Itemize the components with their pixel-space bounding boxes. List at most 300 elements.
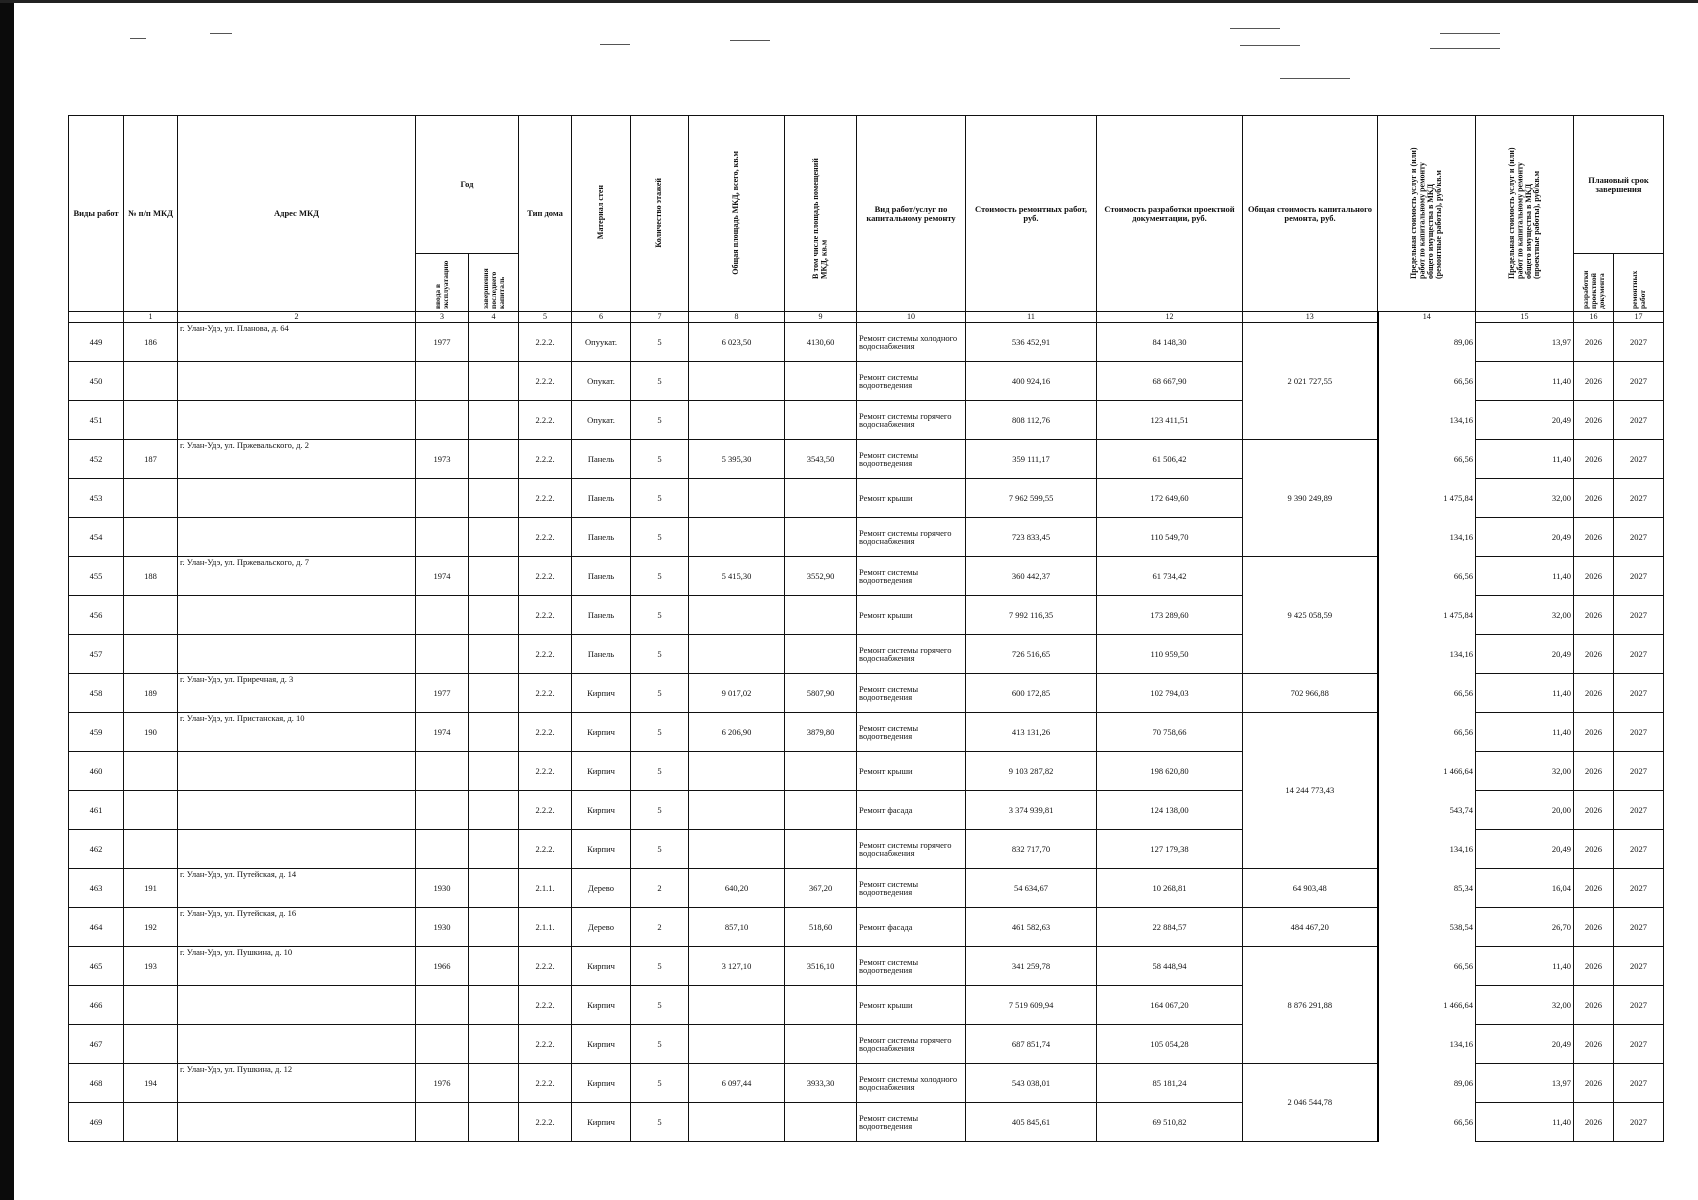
total-area-cell: 857,10 [689, 908, 785, 947]
table-row [69, 713, 1664, 752]
term-design-cell: 2026 [1574, 596, 1614, 635]
design-cost-cell: 173 289,60 [1097, 596, 1243, 635]
premises-area-cell: 3543,50 [785, 440, 857, 479]
design-cost-cell: 68 667,90 [1097, 362, 1243, 401]
table-row [69, 947, 1664, 986]
col-num: 5 [519, 312, 572, 323]
commission-year-cell [416, 596, 469, 635]
row-number-cell: 453 [69, 479, 124, 518]
design-cost-cell: 84 148,30 [1097, 323, 1243, 362]
mkd-number-cell: 193 [124, 947, 178, 986]
address-cell [178, 596, 416, 635]
limit-cost-repair-cell: 538,54 [1378, 908, 1476, 947]
limit-cost-design-cell: 32,00 [1476, 596, 1574, 635]
col-header-work-kind: Вид работ/услуг по капитальному ремонту [857, 116, 966, 312]
limit-cost-repair-cell: 66,56 [1378, 1103, 1476, 1142]
address-cell: г. Улан-Удэ, ул. Путейская, д. 14 [178, 869, 416, 908]
design-cost-cell: 127 179,38 [1097, 830, 1243, 869]
floors-cell: 2 [631, 908, 689, 947]
last-repair-year-cell [469, 908, 519, 947]
address-cell [178, 1103, 416, 1142]
design-cost-cell: 102 794,03 [1097, 674, 1243, 713]
design-cost-cell: 70 758,66 [1097, 713, 1243, 752]
total-area-cell [689, 791, 785, 830]
term-design-cell: 2026 [1574, 674, 1614, 713]
wall-material-cell: Опукат. [572, 362, 631, 401]
limit-cost-design-cell: 20,00 [1476, 791, 1574, 830]
design-cost-cell: 124 138,00 [1097, 791, 1243, 830]
design-cost-cell: 69 510,82 [1097, 1103, 1243, 1142]
house-type-cell: 2.2.2. [519, 791, 572, 830]
row-number-cell: 460 [69, 752, 124, 791]
limit-cost-design-cell: 11,40 [1476, 362, 1574, 401]
commission-year-cell: 1976 [416, 1064, 469, 1103]
house-type-cell: 2.2.2. [519, 1103, 572, 1142]
premises-area-cell: 3933,30 [785, 1064, 857, 1103]
total-area-cell [689, 479, 785, 518]
design-cost-cell: 105 054,28 [1097, 1025, 1243, 1064]
house-type-cell: 2.2.2. [519, 947, 572, 986]
total-area-cell [689, 1025, 785, 1064]
limit-cost-repair-cell: 66,56 [1378, 674, 1476, 713]
work-kind-cell: Ремонт системы водоотведения [857, 869, 966, 908]
design-cost-cell: 164 067,20 [1097, 986, 1243, 1025]
last-repair-year-cell [469, 830, 519, 869]
limit-cost-design-cell: 13,97 [1476, 1064, 1574, 1103]
premises-area-cell: 367,20 [785, 869, 857, 908]
address-cell [178, 479, 416, 518]
total-cost-cell: 9 425 058,59 [1243, 557, 1378, 674]
address-cell: г. Улан-Удэ, ул. Пушкина, д. 12 [178, 1064, 416, 1103]
limit-cost-repair-cell: 1 466,64 [1378, 752, 1476, 791]
term-design-cell: 2026 [1574, 323, 1614, 362]
column-number-row [69, 312, 1664, 323]
commission-year-cell [416, 518, 469, 557]
table-row [69, 479, 1664, 518]
commission-year-cell: 1977 [416, 674, 469, 713]
mkd-number-cell: 190 [124, 713, 178, 752]
col-num: 7 [631, 312, 689, 323]
work-kind-cell: Ремонт фасада [857, 908, 966, 947]
premises-area-cell [785, 1025, 857, 1064]
commission-year-cell [416, 401, 469, 440]
row-number-cell: 463 [69, 869, 124, 908]
commission-year-cell: 1977 [416, 323, 469, 362]
limit-cost-design-cell: 20,49 [1476, 635, 1574, 674]
table-row [69, 596, 1664, 635]
commission-year-cell [416, 1025, 469, 1064]
commission-year-cell: 1973 [416, 440, 469, 479]
limit-cost-design-cell: 32,00 [1476, 752, 1574, 791]
last-repair-year-cell [469, 1103, 519, 1142]
floors-cell: 5 [631, 830, 689, 869]
last-repair-year-cell [469, 557, 519, 596]
floors-cell: 5 [631, 674, 689, 713]
repair-cost-cell: 7 962 599,55 [966, 479, 1097, 518]
floors-cell: 5 [631, 986, 689, 1025]
col-header-work-type: Виды работ [69, 116, 124, 312]
limit-cost-repair-cell: 543,74 [1378, 791, 1476, 830]
floors-cell: 5 [631, 323, 689, 362]
total-area-cell [689, 401, 785, 440]
term-works-cell: 2027 [1614, 1064, 1664, 1103]
total-area-cell [689, 518, 785, 557]
col-num: 13 [1243, 312, 1378, 323]
table-row [69, 323, 1664, 362]
premises-area-cell: 3516,10 [785, 947, 857, 986]
commission-year-cell [416, 830, 469, 869]
wall-material-cell: Кирпич [572, 830, 631, 869]
scan-noise [730, 40, 770, 41]
limit-cost-repair-cell: 85,34 [1378, 869, 1476, 908]
col-header-repair-cost: Стоимость ремонтных работ, руб. [966, 116, 1097, 312]
total-area-cell: 6 097,44 [689, 1064, 785, 1103]
address-cell: г. Улан-Удэ, ул. Пристанская, д. 10 [178, 713, 416, 752]
design-cost-cell: 58 448,94 [1097, 947, 1243, 986]
wall-material-cell: Кирпич [572, 713, 631, 752]
design-cost-cell: 110 549,70 [1097, 518, 1243, 557]
col-num: 1 [124, 312, 178, 323]
scan-noise [1230, 28, 1280, 29]
row-number-cell: 462 [69, 830, 124, 869]
limit-cost-design-cell: 32,00 [1476, 986, 1574, 1025]
work-kind-cell: Ремонт фасада [857, 791, 966, 830]
total-area-cell: 9 017,02 [689, 674, 785, 713]
address-cell [178, 830, 416, 869]
total-cost-cell: 2 046 544,78 [1243, 1064, 1378, 1142]
col-num: 11 [966, 312, 1097, 323]
house-type-cell: 2.1.1. [519, 869, 572, 908]
subheader-design-docs: разработки проектной документа [1574, 254, 1614, 312]
work-kind-cell: Ремонт системы холодного водоснабжения [857, 323, 966, 362]
wall-material-cell: Кирпич [572, 1064, 631, 1103]
wall-material-cell: Кирпич [572, 752, 631, 791]
repair-cost-cell: 832 717,70 [966, 830, 1097, 869]
term-works-cell: 2027 [1614, 947, 1664, 986]
limit-cost-design-cell: 11,40 [1476, 713, 1574, 752]
term-works-cell: 2027 [1614, 830, 1664, 869]
term-design-cell: 2026 [1574, 362, 1614, 401]
repair-cost-cell: 359 111,17 [966, 440, 1097, 479]
design-cost-cell: 61 734,42 [1097, 557, 1243, 596]
repair-cost-cell: 600 172,85 [966, 674, 1097, 713]
repair-cost-cell: 341 259,78 [966, 947, 1097, 986]
repair-cost-cell: 405 845,61 [966, 1103, 1097, 1142]
limit-cost-repair-cell: 134,16 [1378, 518, 1476, 557]
subheader-last-repair: завершения последнего капиталь [469, 254, 519, 312]
commission-year-cell: 1974 [416, 713, 469, 752]
term-design-cell: 2026 [1574, 752, 1614, 791]
term-works-cell: 2027 [1614, 752, 1664, 791]
limit-cost-repair-cell: 1 475,84 [1378, 596, 1476, 635]
col-num: 17 [1614, 312, 1664, 323]
total-area-cell: 640,20 [689, 869, 785, 908]
floors-cell: 5 [631, 713, 689, 752]
term-works-cell: 2027 [1614, 986, 1664, 1025]
repair-cost-cell: 726 516,65 [966, 635, 1097, 674]
limit-cost-design-cell: 11,40 [1476, 674, 1574, 713]
work-kind-cell: Ремонт системы горячего водоснабжения [857, 830, 966, 869]
address-cell: г. Улан-Удэ, ул. Пржевальского, д. 2 [178, 440, 416, 479]
work-kind-cell: Ремонт системы водоотведения [857, 440, 966, 479]
total-area-cell [689, 635, 785, 674]
repair-cost-cell: 3 374 939,81 [966, 791, 1097, 830]
total-cost-cell: 8 876 291,88 [1243, 947, 1378, 1064]
repair-cost-cell: 723 833,45 [966, 518, 1097, 557]
commission-year-cell [416, 362, 469, 401]
limit-cost-design-cell: 32,00 [1476, 479, 1574, 518]
wall-material-cell: Опуукат. [572, 323, 631, 362]
subheader-commissioning: ввода в эксплуатацию [416, 254, 469, 312]
commission-year-cell: 1974 [416, 557, 469, 596]
repair-cost-cell: 54 634,67 [966, 869, 1097, 908]
mkd-number-cell [124, 479, 178, 518]
last-repair-year-cell [469, 986, 519, 1025]
term-works-cell: 2027 [1614, 791, 1664, 830]
scan-noise [1240, 45, 1300, 46]
total-area-cell: 6 206,90 [689, 713, 785, 752]
mkd-number-cell [124, 830, 178, 869]
total-area-cell: 5 415,30 [689, 557, 785, 596]
wall-material-cell: Панель [572, 440, 631, 479]
term-design-cell: 2026 [1574, 557, 1614, 596]
last-repair-year-cell [469, 1025, 519, 1064]
total-cost-cell: 702 966,88 [1243, 674, 1378, 713]
table-body [69, 323, 1664, 1142]
premises-area-cell: 5807,90 [785, 674, 857, 713]
table-row [69, 752, 1664, 791]
col-header-premises-area: В том числе площадь помещений МКД, кв.м [785, 116, 857, 312]
floors-cell: 2 [631, 869, 689, 908]
repair-cost-cell: 461 582,63 [966, 908, 1097, 947]
row-number-cell: 459 [69, 713, 124, 752]
floors-cell: 5 [631, 401, 689, 440]
limit-cost-design-cell: 16,04 [1476, 869, 1574, 908]
house-type-cell: 2.2.2. [519, 557, 572, 596]
floors-cell: 5 [631, 791, 689, 830]
term-works-cell: 2027 [1614, 557, 1664, 596]
wall-material-cell: Панель [572, 518, 631, 557]
mkd-number-cell [124, 362, 178, 401]
limit-cost-design-cell: 26,70 [1476, 908, 1574, 947]
mkd-number-cell: 187 [124, 440, 178, 479]
total-cost-cell: 2 021 727,55 [1243, 323, 1378, 440]
house-type-cell: 2.2.2. [519, 1025, 572, 1064]
premises-area-cell [785, 479, 857, 518]
col-header-mkd-number: № п/п МКД [124, 116, 178, 312]
wall-material-cell: Кирпич [572, 1103, 631, 1142]
work-kind-cell: Ремонт системы водоотведения [857, 1103, 966, 1142]
limit-cost-repair-cell: 66,56 [1378, 440, 1476, 479]
mkd-number-cell: 192 [124, 908, 178, 947]
limit-cost-repair-cell: 134,16 [1378, 401, 1476, 440]
work-kind-cell: Ремонт системы горячего водоснабжения [857, 1025, 966, 1064]
scan-noise [1280, 78, 1350, 79]
repair-cost-cell: 9 103 287,82 [966, 752, 1097, 791]
commission-year-cell [416, 986, 469, 1025]
mkd-number-cell [124, 401, 178, 440]
premises-area-cell [785, 362, 857, 401]
row-number-cell: 465 [69, 947, 124, 986]
scan-noise [210, 33, 232, 34]
total-area-cell [689, 596, 785, 635]
last-repair-year-cell [469, 323, 519, 362]
premises-area-cell [785, 401, 857, 440]
design-cost-cell: 110 959,50 [1097, 635, 1243, 674]
limit-cost-repair-cell: 134,16 [1378, 1025, 1476, 1064]
design-cost-cell: 10 268,81 [1097, 869, 1243, 908]
premises-area-cell [785, 596, 857, 635]
col-header-total-area: Общая площадь МКД, всего, кв.м [689, 116, 785, 312]
col-header-design-cost: Стоимость разработки проектной документации, руб. [1097, 116, 1243, 312]
house-type-cell: 2.2.2. [519, 674, 572, 713]
floors-cell: 5 [631, 1064, 689, 1103]
col-header-year: Год [416, 116, 519, 254]
row-number-cell: 466 [69, 986, 124, 1025]
term-works-cell: 2027 [1614, 440, 1664, 479]
premises-area-cell [785, 830, 857, 869]
term-design-cell: 2026 [1574, 830, 1614, 869]
floors-cell: 5 [631, 1103, 689, 1142]
work-kind-cell: Ремонт системы водоотведения [857, 947, 966, 986]
premises-area-cell [785, 1103, 857, 1142]
table-row [69, 635, 1664, 674]
last-repair-year-cell [469, 869, 519, 908]
term-design-cell: 2026 [1574, 908, 1614, 947]
premises-area-cell: 518,60 [785, 908, 857, 947]
address-cell: г. Улан-Удэ, ул. Планова, д. 64 [178, 323, 416, 362]
wall-material-cell: Панель [572, 557, 631, 596]
col-header-limit-cost-15: Предельная стоимость услуг и (или) работ по капитальному ремонту общего имущества в МКД (проектные работы), руб/кв.м [1476, 116, 1574, 312]
floors-cell: 5 [631, 1025, 689, 1064]
wall-material-cell: Панель [572, 596, 631, 635]
table-row [69, 1025, 1664, 1064]
limit-cost-repair-cell: 1 466,64 [1378, 986, 1476, 1025]
commission-year-cell: 1966 [416, 947, 469, 986]
term-works-cell: 2027 [1614, 596, 1664, 635]
repair-cost-cell: 400 924,16 [966, 362, 1097, 401]
limit-cost-design-cell: 20,49 [1476, 518, 1574, 557]
commission-year-cell: 1930 [416, 908, 469, 947]
last-repair-year-cell [469, 752, 519, 791]
floors-cell: 5 [631, 362, 689, 401]
col-header-total-cost: Общая стоимость капитального ремонта, руб. [1243, 116, 1378, 312]
row-number-cell: 451 [69, 401, 124, 440]
term-works-cell: 2027 [1614, 1025, 1664, 1064]
col-num: 14 [1378, 312, 1476, 323]
last-repair-year-cell [469, 713, 519, 752]
floors-cell: 5 [631, 479, 689, 518]
floors-cell: 5 [631, 518, 689, 557]
design-cost-cell: 85 181,24 [1097, 1064, 1243, 1103]
total-area-cell: 6 023,50 [689, 323, 785, 362]
total-cost-cell: 9 390 249,89 [1243, 440, 1378, 557]
col-num: 4 [469, 312, 519, 323]
table-row [69, 401, 1664, 440]
total-area-cell [689, 752, 785, 791]
design-cost-cell: 22 884,57 [1097, 908, 1243, 947]
work-kind-cell: Ремонт системы холодного водоснабжения [857, 1064, 966, 1103]
design-cost-cell: 198 620,80 [1097, 752, 1243, 791]
limit-cost-design-cell: 13,97 [1476, 323, 1574, 362]
last-repair-year-cell [469, 440, 519, 479]
address-cell: г. Улан-Удэ, ул. Пржевальского, д. 7 [178, 557, 416, 596]
limit-cost-repair-cell: 134,16 [1378, 635, 1476, 674]
table-row [69, 1103, 1664, 1142]
last-repair-year-cell [469, 791, 519, 830]
term-design-cell: 2026 [1574, 947, 1614, 986]
work-kind-cell: Ремонт системы водоотведения [857, 674, 966, 713]
term-design-cell: 2026 [1574, 869, 1614, 908]
table-row [69, 362, 1664, 401]
repair-cost-cell: 543 038,01 [966, 1064, 1097, 1103]
scan-shadow-edge [0, 0, 14, 1200]
col-num: 10 [857, 312, 966, 323]
wall-material-cell: Панель [572, 479, 631, 518]
col-header-house-type: Тип дома [519, 116, 572, 312]
limit-cost-repair-cell: 66,56 [1378, 362, 1476, 401]
house-type-cell: 2.2.2. [519, 830, 572, 869]
wall-material-cell: Кирпич [572, 986, 631, 1025]
table-row [69, 674, 1664, 713]
term-design-cell: 2026 [1574, 986, 1614, 1025]
premises-area-cell: 4130,60 [785, 323, 857, 362]
commission-year-cell [416, 635, 469, 674]
address-cell [178, 1025, 416, 1064]
scan-noise [1430, 48, 1500, 49]
commission-year-cell [416, 752, 469, 791]
floors-cell: 5 [631, 557, 689, 596]
limit-cost-repair-cell: 89,06 [1378, 323, 1476, 362]
col-num: 2 [178, 312, 416, 323]
total-cost-cell: 14 244 773,43 [1243, 713, 1378, 869]
house-type-cell: 2.2.2. [519, 713, 572, 752]
term-works-cell: 2027 [1614, 1103, 1664, 1142]
table-row [69, 830, 1664, 869]
repair-cost-cell: 360 442,37 [966, 557, 1097, 596]
row-number-cell: 467 [69, 1025, 124, 1064]
address-cell [178, 362, 416, 401]
design-cost-cell: 172 649,60 [1097, 479, 1243, 518]
house-type-cell: 2.2.2. [519, 518, 572, 557]
row-number-cell: 464 [69, 908, 124, 947]
last-repair-year-cell [469, 635, 519, 674]
limit-cost-design-cell: 20,49 [1476, 401, 1574, 440]
commission-year-cell [416, 1103, 469, 1142]
mkd-number-cell: 191 [124, 869, 178, 908]
col-num [69, 312, 124, 323]
term-works-cell: 2027 [1614, 401, 1664, 440]
limit-cost-design-cell: 11,40 [1476, 557, 1574, 596]
address-cell: г. Улан-Удэ, ул. Пушкина, д. 10 [178, 947, 416, 986]
last-repair-year-cell [469, 479, 519, 518]
term-works-cell: 2027 [1614, 713, 1664, 752]
wall-material-cell: Кирпич [572, 674, 631, 713]
wall-material-cell: Кирпич [572, 947, 631, 986]
design-cost-cell: 123 411,51 [1097, 401, 1243, 440]
row-number-cell: 468 [69, 1064, 124, 1103]
total-area-cell [689, 362, 785, 401]
mkd-number-cell: 189 [124, 674, 178, 713]
mkd-number-cell: 194 [124, 1064, 178, 1103]
premises-area-cell: 3879,80 [785, 713, 857, 752]
last-repair-year-cell [469, 596, 519, 635]
col-num: 6 [572, 312, 631, 323]
table-row [69, 440, 1664, 479]
limit-cost-design-cell: 20,49 [1476, 1025, 1574, 1064]
house-type-cell: 2.2.2. [519, 635, 572, 674]
premises-area-cell [785, 518, 857, 557]
